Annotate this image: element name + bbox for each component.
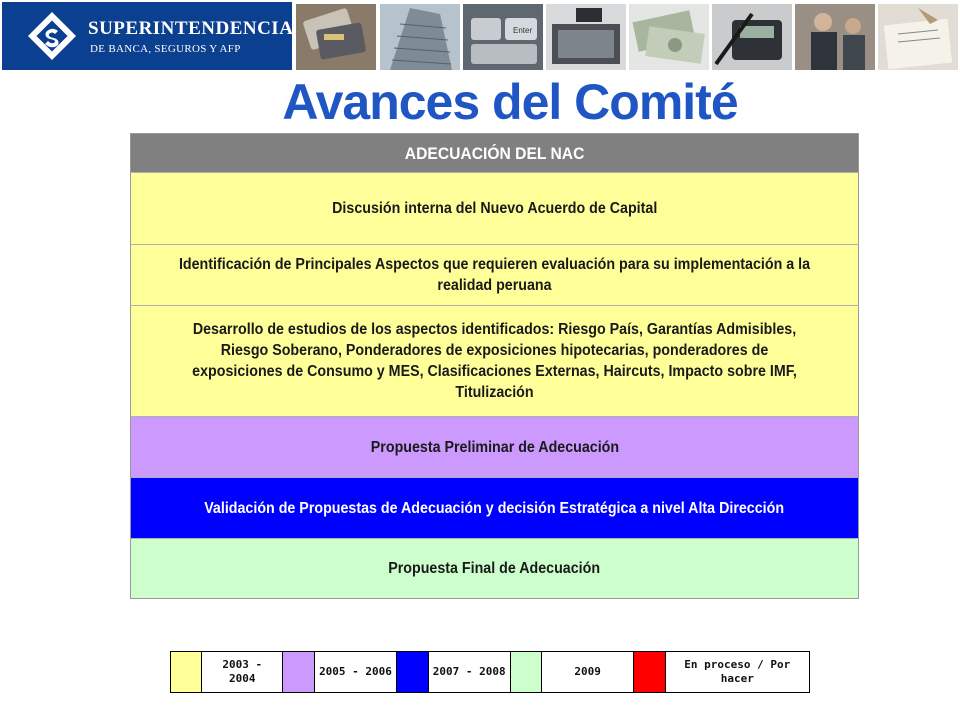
cards-photo: [296, 4, 376, 70]
table-row: [131, 244, 858, 305]
table-row: [131, 305, 858, 416]
header-banner: [0, 0, 960, 72]
row-text: Desarrollo de estudios de los aspectos identificados: Riesgo País, Garantías Admisibles, Riesgo Soberano, Ponderadores de exposiciones hipotecarias, ponderadores de exposiciones de Consumo y MES, Clasificaciones Externas, Haircuts, Impacto sobre IMF, Titulización: [192, 321, 797, 401]
sbs-emblem-icon: [26, 10, 78, 62]
table-header-label: ADECUACIÓN DEL NAC: [404, 143, 585, 163]
table-row: [131, 172, 858, 244]
color-legend: [170, 651, 810, 693]
row-text: Propuesta Preliminar de Adecuación: [370, 438, 619, 456]
row-text: Discusión interna del Nuevo Acuerdo de Capital: [331, 200, 658, 217]
legend-label: 2007 - 2008: [429, 652, 511, 692]
row-text: Validación de Propuestas de Adecuación y decisión Estratégica a nivel Alta Dirección: [204, 499, 785, 517]
table-row: [131, 477, 858, 538]
legend-swatch: [634, 652, 665, 692]
legend-swatch: [511, 652, 542, 692]
legend-swatch: [171, 652, 202, 692]
progress-table: [130, 133, 859, 599]
legend-label: 2003 - 2004: [202, 652, 283, 692]
row-text: Identificación de Principales Aspectos que requieren evaluación para su implementación a la realidad peruana: [178, 256, 811, 294]
table-header: [131, 134, 858, 172]
laptop-photo: [546, 4, 626, 70]
logo-title: SUPERINTENDENCIA: [88, 18, 294, 39]
svg-text:Enter: Enter: [513, 26, 533, 35]
page-title: Avances del Comité: [282, 74, 738, 130]
legend-swatch: [283, 652, 314, 692]
table-row: [131, 538, 858, 598]
table-row: [131, 416, 858, 477]
legend-swatch: [397, 652, 428, 692]
pen-terminal-photo: [712, 4, 792, 70]
keyboard-photo: [463, 4, 543, 70]
logo-subtitle: DE BANCA, SEGUROS Y AFP: [90, 43, 241, 55]
legend-label: En proceso / Por hacer: [684, 658, 791, 685]
meeting-photo: [795, 4, 875, 70]
row-text: Propuesta Final de Adecuación: [388, 560, 601, 577]
money-photo: [629, 4, 709, 70]
legend-label: 2005 - 2006: [315, 652, 398, 692]
building-photo: [380, 4, 460, 70]
writing-photo: [878, 4, 958, 70]
legend-label: 2009: [542, 652, 634, 692]
sbs-logo: [2, 2, 292, 70]
